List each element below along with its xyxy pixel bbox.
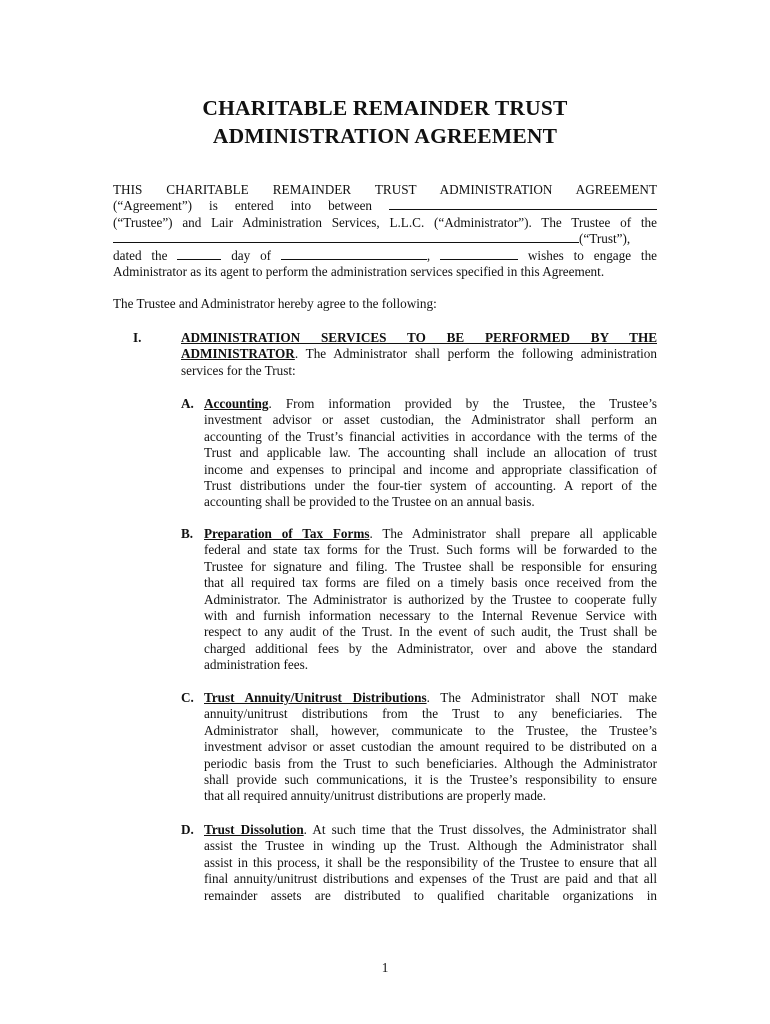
item-c-line-6: shall provide such communications, it is the Trustee’s responsibility to ensure xyxy=(204,772,657,788)
section-intro-text: . The Administrator shall perform the following administration xyxy=(294,346,657,362)
item-b-line-9: administration fees. xyxy=(204,657,309,673)
agreement-statement xyxy=(113,296,657,312)
item-dissolution xyxy=(204,822,657,904)
intro-line-4 xyxy=(113,231,657,247)
item-a-line-3: accounting of the Trust’s financial activities in accordance with the terms of the xyxy=(204,428,657,444)
trust-name-blank[interactable] xyxy=(113,231,579,243)
item-b-line-3: Trustee for signature and filing. The Trustee shall be responsible for ensuring xyxy=(204,558,657,574)
item-tax-forms xyxy=(204,526,657,674)
intro-line-3: (“Trustee”) and Lair Administration Services, L.L.C. (“Administrator”). The Trustee of the xyxy=(113,214,657,230)
item-c-line-2: annuity/unitrust distributions from the Trust to any beneficiaries. The xyxy=(204,706,657,722)
item-a-line-5: income and expenses to principal and income and appropriate classification of xyxy=(204,461,657,477)
item-b-line-2: federal and state tax forms for the Trust. Such forms will be forwarded to the xyxy=(204,542,657,558)
day-of-text: day of xyxy=(231,247,272,263)
date-month-blank[interactable] xyxy=(281,248,427,260)
item-c-line-1 xyxy=(204,690,657,706)
item-a-line-1 xyxy=(204,396,657,412)
intro-line-1: THIS CHARITABLE REMAINDER TRUST ADMINISTRATION AGREEMENT xyxy=(113,182,657,197)
item-d-line-5: remainder assets are distributed to qualified charitable organizations in xyxy=(204,887,657,903)
intro-line-6: Administrator as its agent to perform the administration services specified in this Agreement. xyxy=(113,264,605,280)
section-heading-administrator: ADMINISTRATOR xyxy=(181,346,295,362)
dated-the-text: dated the xyxy=(113,247,168,263)
item-a-line-1-text: . From information provided by the Trustee, the Trustee’s xyxy=(268,396,657,411)
item-a-line-4: Trust and applicable law. The accounting shall include an allocation of trust xyxy=(204,445,657,461)
item-distributions xyxy=(204,690,657,805)
item-letter-b: B. xyxy=(181,526,194,541)
item-c-line-3: Administrator shall, however, communicate to the Trustee, the Trustee’s xyxy=(204,722,657,738)
title-line-1: CHARITABLE REMAINDER TRUST xyxy=(202,96,568,120)
page-number: 1 xyxy=(381,960,389,975)
item-d-heading: Trust Dissolution xyxy=(204,822,304,837)
item-d-line-1 xyxy=(204,822,657,838)
item-d-line-2: assist the Trustee in winding up the Trust. Although the Administrator shall xyxy=(204,838,657,854)
item-c-heading: Trust Annuity/Unitrust Distributions xyxy=(204,690,427,705)
item-letter-d: D. xyxy=(181,822,194,837)
item-letter-a: A. xyxy=(181,396,194,411)
item-b-line-1 xyxy=(204,526,657,542)
intro-line-2 xyxy=(113,198,657,214)
section-heading-line-2 xyxy=(181,346,657,362)
item-d-line-1-text: . At such time that the Trust dissolves, the Administrator shall xyxy=(303,822,657,837)
item-b-line-8: charged additional fees by the Administrator, over and above the standard xyxy=(204,640,657,656)
intro-paragraph xyxy=(113,182,657,280)
date-day-blank[interactable] xyxy=(177,248,221,260)
trustee-name-blank[interactable] xyxy=(389,198,657,210)
date-year-blank[interactable] xyxy=(440,248,518,260)
item-c-line-5: periodic basis from the Trust to such beneficiaries. Although the Administrator xyxy=(204,755,657,771)
section-number: I. xyxy=(133,330,142,345)
item-letter-c: C. xyxy=(181,690,194,705)
item-c-line-4: investment advisor or asset custodian the amount required to be distributed on a xyxy=(204,739,657,755)
item-b-line-6: with and furnish information necessary to the Internal Revenue Service with xyxy=(204,608,657,624)
item-a-line-6: Trust distributions under the four-tier system of accounting. A report of the xyxy=(204,478,657,494)
item-b-line-4: that all required tax forms are filed on a timely basis once received from the xyxy=(204,575,657,591)
item-c-line-1-text: . The Administrator shall NOT make xyxy=(426,690,658,705)
item-d-line-3: assist in this process, it shall be the responsibility of the Trustee to ensure that all xyxy=(204,854,657,870)
section-intro-line-3: services for the Trust: xyxy=(181,362,296,378)
document-title xyxy=(0,94,770,150)
item-a-line-7: accounting shall be provided to the Trustee on an annual basis. xyxy=(204,494,535,510)
intro-line-5 xyxy=(113,248,657,264)
item-a-line-2: investment advisor or asset custodian, the Administrator shall perform an xyxy=(204,412,657,428)
item-b-heading: Preparation of Tax Forms xyxy=(204,526,370,541)
item-a-heading: Accounting xyxy=(204,396,269,411)
agreement-statement-text: The Trustee and Administrator hereby agree to the following: xyxy=(113,296,437,311)
wishes-text: wishes to engage the xyxy=(527,247,658,263)
item-d-line-4: final annuity/unitrust distributions and expenses of the Trust are paid and that all xyxy=(204,871,657,887)
item-b-line-1-text: . The Administrator shall prepare all applicable xyxy=(369,526,657,541)
section-administration-services xyxy=(181,330,657,379)
section-heading-line-1: ADMINISTRATION SERVICES TO BE PERFORMED BY THE xyxy=(181,330,657,345)
intro-line-2-text: (“Agreement”) is entered into between xyxy=(113,198,373,214)
item-c-line-7: that all required annuity/unitrust distributions are properly made. xyxy=(204,788,547,804)
item-b-line-7: respect to any audit of the Trust. In the event of such audit, the Trust shall be xyxy=(204,624,657,640)
item-accounting xyxy=(204,396,657,511)
item-b-line-5: Administrator. The Administrator is authorized by the Trustee to cooperate fully xyxy=(204,591,657,607)
date-comma: , xyxy=(426,247,431,263)
title-line-2: ADMINISTRATION AGREEMENT xyxy=(212,124,558,148)
intro-line-4-text: (“Trust”), xyxy=(579,231,631,247)
